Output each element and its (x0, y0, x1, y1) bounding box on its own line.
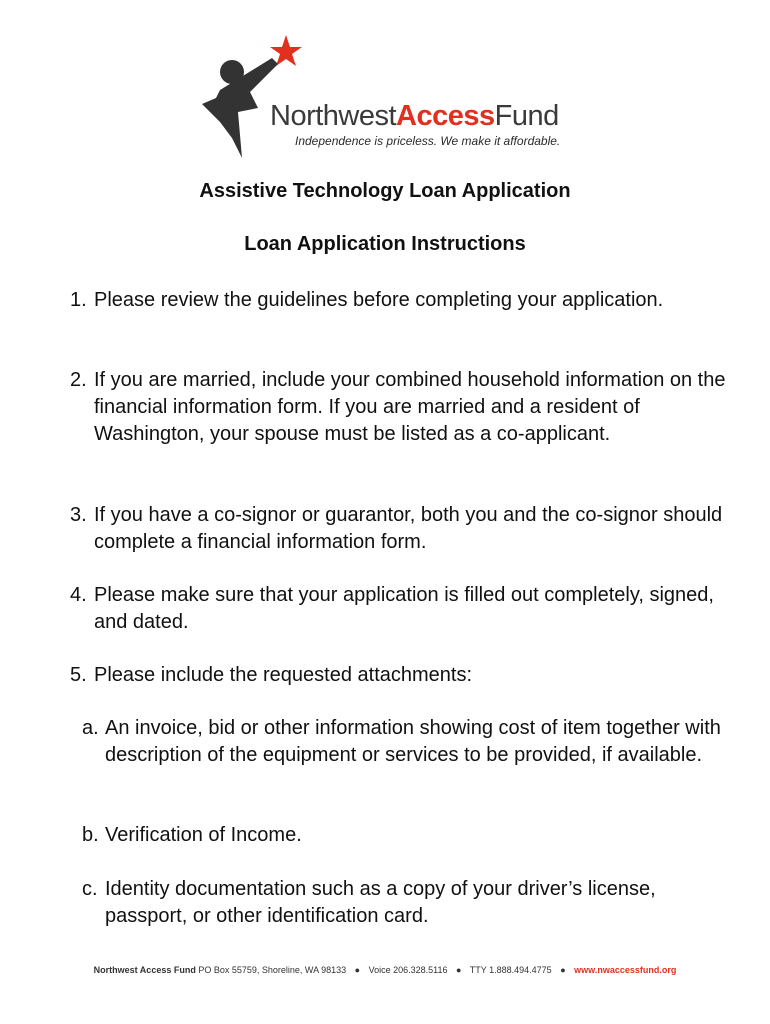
logo (198, 30, 578, 160)
subitem-text: An invoice, bid or other information showing cost of item together with description of the equipment or services to be provided, if available. (105, 717, 721, 766)
logo-word-fund: Fund (494, 100, 559, 132)
footer (0, 965, 770, 975)
section-title: Loan Application Instructions (244, 233, 526, 255)
item-number: 3. (70, 504, 87, 526)
footer-voice: Voice 206.328.5116 (368, 965, 448, 975)
list-item (70, 287, 730, 314)
list-item (70, 582, 740, 636)
logo-word-northwest: Northwest (270, 100, 397, 132)
logo-tagline: Independence is priceless. We make it affordable. (295, 134, 561, 148)
subitem-text: Identity documentation such as a copy of your driver’s license, passport, or other identification card. (105, 878, 656, 927)
document-title: Assistive Technology Loan Application (199, 180, 571, 202)
list-item (70, 662, 730, 689)
item-text: If you are married, include your combined household information on the financial information form. If you are married and a resident of Washington, your spouse must be listed as a co-applicant. (94, 369, 726, 445)
footer-tty: TTY 1.888.494.4775 (469, 965, 552, 975)
subitem-letter: b. (82, 824, 99, 846)
logo-wordmark (270, 100, 559, 133)
subitem-text: Verification of Income. (105, 824, 302, 846)
sub-list-item (82, 715, 722, 769)
item-number: 2. (70, 369, 87, 391)
footer-bullet: ● (560, 965, 566, 975)
footer-org: Northwest Access Fund (93, 965, 196, 975)
item-text: Please make sure that your application is filled out completely, signed, and dated. (94, 584, 714, 633)
footer-website-link[interactable]: www.nwaccessfund.org (574, 965, 677, 975)
item-number: 1. (70, 289, 87, 311)
item-number: 4. (70, 584, 87, 606)
footer-bullet: ● (354, 965, 361, 975)
item-text: If you have a co-signor or guarantor, both you and the co-signor should complete a financial information form. (94, 504, 723, 553)
footer-address: PO Box 55759, Shoreline, WA 98133 (198, 965, 347, 975)
subitem-letter: a. (82, 717, 99, 739)
sub-list-item (82, 876, 722, 930)
item-text: Please include the requested attachments: (94, 664, 473, 686)
logo-word-access: Access (396, 100, 495, 132)
logo-figure-icon (198, 30, 308, 160)
item-text: Please review the guidelines before completing your application. (94, 289, 664, 311)
sub-list-item (82, 822, 722, 849)
list-item (70, 502, 730, 556)
item-number: 5. (70, 664, 87, 686)
list-item (70, 367, 730, 448)
subitem-letter: c. (82, 878, 98, 900)
footer-bullet: ● (456, 965, 462, 975)
